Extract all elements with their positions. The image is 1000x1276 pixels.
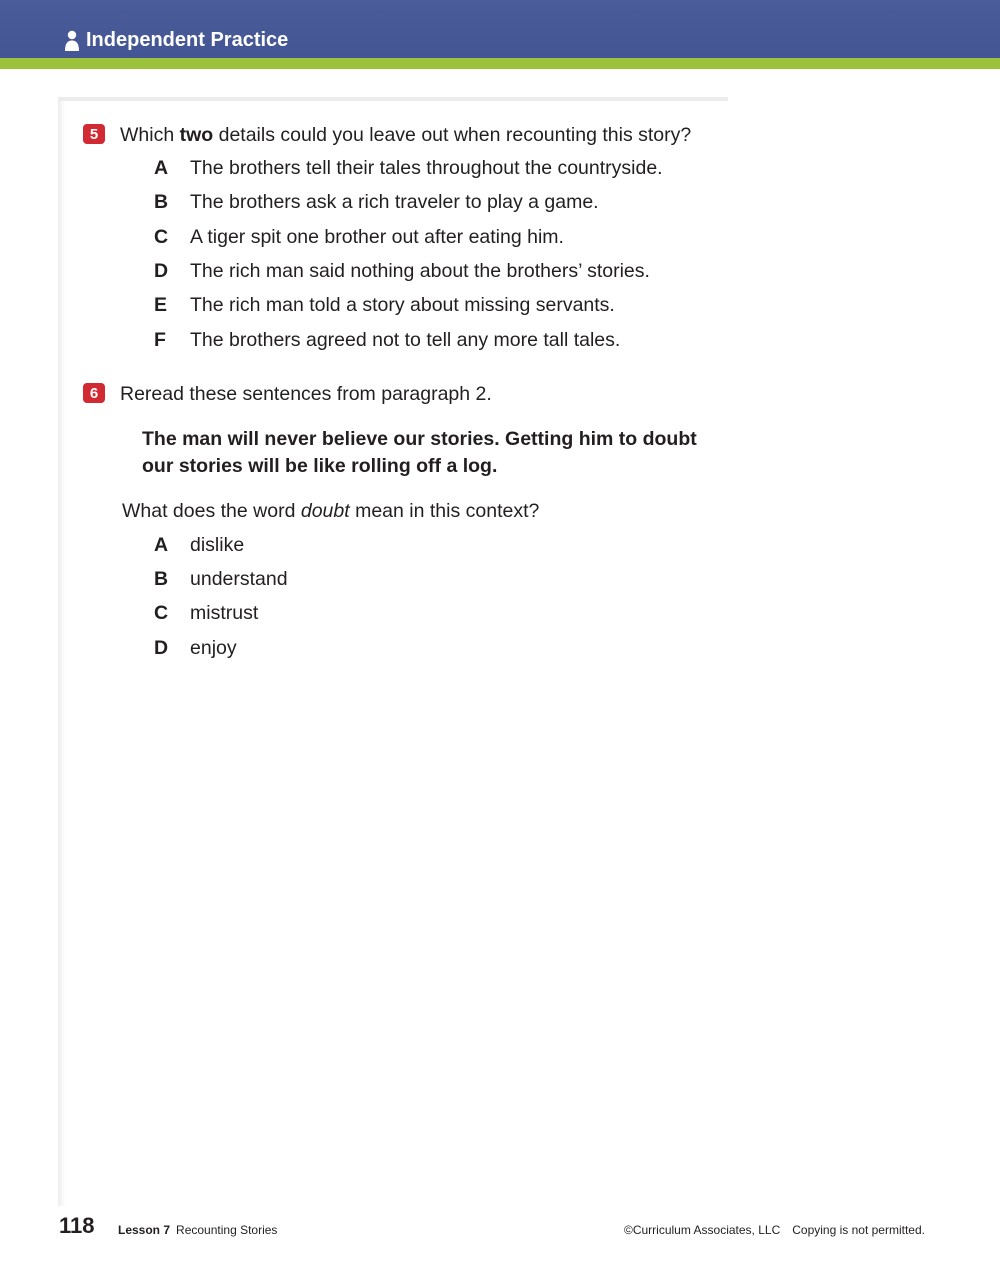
quoted-passage (142, 426, 742, 480)
header-stripe (0, 58, 1000, 69)
q5-option-a[interactable]: A The brothers tell their tales throughout the countryside. (154, 157, 663, 179)
page-number: 118 (59, 1213, 95, 1238)
q6-option-c[interactable]: C mistrust (154, 602, 259, 624)
q6-option-b[interactable]: B understand (154, 568, 288, 590)
question-6-badge: 6 (83, 383, 105, 403)
q5-option-c[interactable]: C A tiger spit one brother out after eating him. (154, 226, 564, 248)
q5-option-d[interactable]: D The rich man said nothing about the brothers’ stories. (154, 260, 650, 282)
q6-option-a[interactable]: A dislike (154, 534, 245, 556)
section-title-text: Independent Practice (86, 29, 289, 51)
q5-option-f[interactable]: F The brothers agreed not to tell any more tall tales. (154, 329, 621, 351)
quote-line-1: The man will never believe our stories. Getting him to doubt (142, 428, 697, 450)
q6-option-d[interactable]: D enjoy (154, 637, 237, 659)
question-6-prompt: What does the word doubt mean in this context? (122, 500, 540, 522)
question-5-stem: Which two details could you leave out when recounting this story? (120, 124, 692, 146)
section-title (64, 29, 288, 52)
q5-option-b[interactable]: B The brothers ask a rich traveler to play a game. (154, 191, 599, 213)
question-5-badge: 5 (83, 124, 105, 144)
lesson-label: Lesson 7 Recounting Stories (118, 1223, 278, 1237)
question-6-stem: Reread these sentences from paragraph 2. (120, 383, 492, 405)
q5-option-e[interactable]: E The rich man told a story about missing servants. (154, 294, 615, 316)
person-icon (64, 30, 80, 52)
quote-line-2: our stories will be like rolling off a log. (142, 455, 498, 477)
copyright-notice: ©Curriculum Associates, LLC Copying is not permitted. (624, 1223, 925, 1237)
